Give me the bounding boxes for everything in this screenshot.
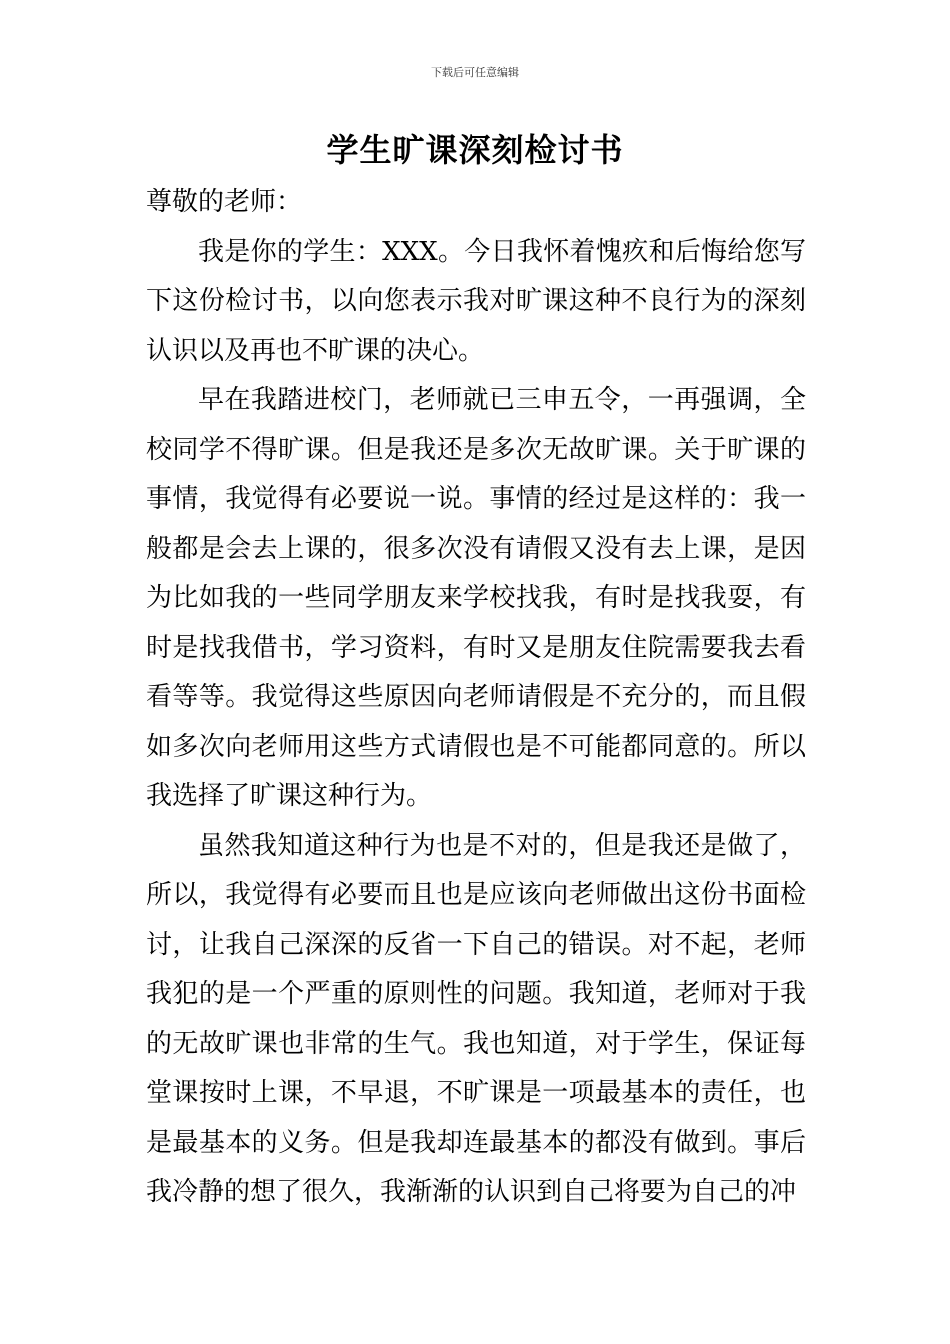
paragraph-3: 虽然我知道这种行为也是不对的，但是我还是做了，所以，我觉得有必要而且也是应该向老师做出这份书面检讨，让我自己深深的反省一下自己的错误。对不起，老师我犯的是一个严重的原则性的问题。我知道，老师对于我的无故旷课也非常的生气。我也知道，对于学生，保证每堂课按时上课，不早退，不旷课是一项最基本的责任，也是最基本的义务。但是我却连最基本的都没有做到。事后我冷静的想了很久，我渐渐的认识到自己将要为自己的冲 [146,830,806,1207]
paragraph-2: 早在我踏进校门，老师就已三申五令，一再强调，全校同学不得旷课。但是我还是多次无故旷课。关于旷课的事情，我觉得有必要说一说。事情的经过是这样的：我一般都是会去上课的，很多次没有请假又没有去上课，是因为比如我的一些同学朋友来学校找我，有时是找我耍，有时是找我借书，学习资料，有时又是朋友住院需要我去看看等等。我觉得这些原因向老师请假是不充分的，而且假如多次向老师用这些方式请假也是不可能都同意的。所以我选择了旷课这种行为。 [146,385,806,811]
salutation: 尊敬的老师： [146,187,303,217]
paragraph-1: 我是你的学生：XXX。今日我怀着愧疚和后悔给您写下这份检讨书，以向您表示我对旷课这种不良行为的深刻认识以及再也不旷课的决心。 [146,236,806,366]
header-note: 下载后可任意编辑 [431,66,519,79]
document-body [146,178,806,1218]
document-title: 学生旷课深刻检讨书 [326,131,624,169]
